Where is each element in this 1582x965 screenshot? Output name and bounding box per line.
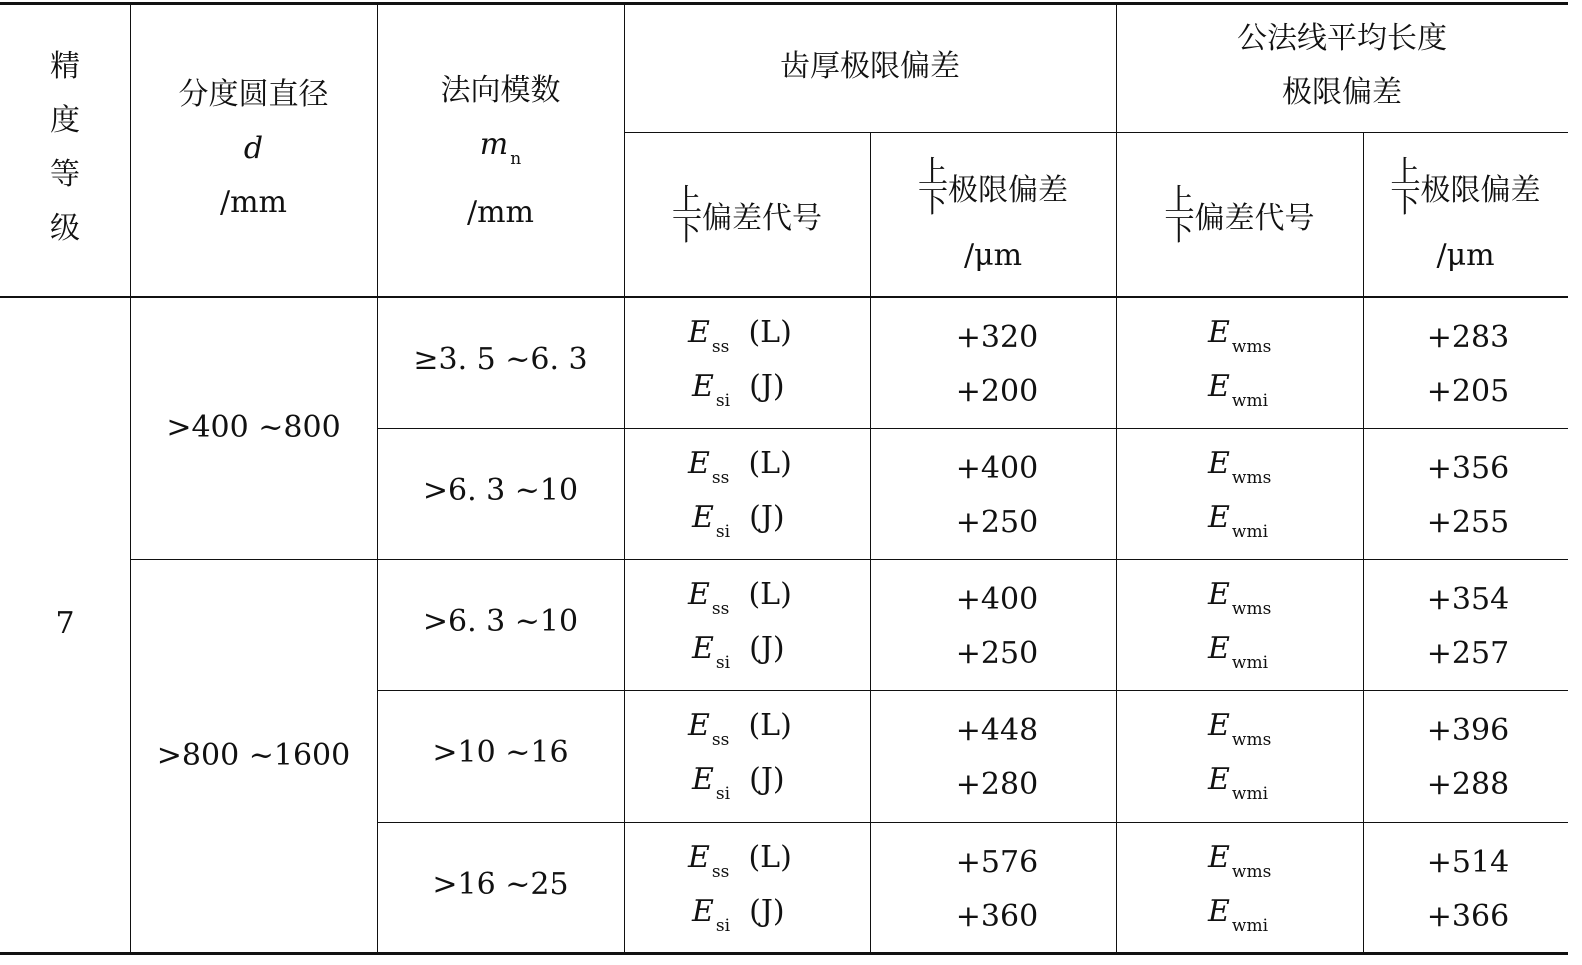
header-thickness-group: 齿厚极限偏差 [780,49,960,84]
col-rule [624,2,625,954]
module-range: ≥3. 5 ~6. 3 [413,342,588,377]
normal-lower-limit: +288 [1426,767,1510,802]
row-rule [377,428,1568,429]
thickness-upper-code: E $_{ss}$ (L) [688,708,792,750]
upper-lower-mark: 上 下 [1390,155,1421,220]
header-module: 法向模数 m $_n$ /mm [440,73,561,230]
normal-upper-limit: +354 [1426,582,1510,617]
thickness-lower-limit: +200 [955,374,1039,409]
module-range: >10 ~16 [432,735,569,770]
grade-value: 7 [55,606,75,641]
normal-upper-limit: +356 [1426,451,1510,486]
thickness-upper-limit: +400 [955,582,1039,617]
row-rule [377,690,1568,691]
header-normal-limit: 上 下 极限偏差 /μm [1390,155,1541,273]
thickness-upper-limit: +448 [955,713,1039,748]
normal-upper-limit: +396 [1426,713,1510,748]
diameter-range: >400 ~800 [166,410,341,445]
thickness-upper-limit: +400 [955,451,1039,486]
normal-lower-code: E $_{wmi}$ [1208,762,1269,804]
normal-upper-code: E $_{wms}$ [1208,446,1272,488]
module-range: >6. 3 ~10 [422,473,579,508]
header-mid-rule [624,132,1568,133]
header-normal-code: 上 下 偏差代号 [1164,183,1315,248]
thickness-lower-code: E $_{si}$ (J) [692,762,785,804]
header-thickness-limit: 上 下 极限偏差 /μm [918,155,1068,273]
normal-upper-code: E $_{wms}$ [1208,708,1272,750]
table-top-rule [0,2,1568,5]
normal-lower-code: E $_{wmi}$ [1208,631,1269,673]
normal-lower-code: E $_{wmi}$ [1208,500,1269,542]
normal-upper-code: E $_{wms}$ [1208,840,1272,882]
thickness-lower-limit: +250 [955,636,1039,671]
header-thickness-code: 上 下 偏差代号 [672,183,822,248]
normal-lower-limit: +205 [1426,374,1510,409]
thickness-upper-limit: +320 [955,320,1039,355]
normal-lower-limit: +257 [1426,636,1510,671]
header-normal-group: 公法线平均长度 极限偏差 [1237,21,1447,110]
normal-lower-limit: +366 [1426,899,1510,934]
normal-lower-code: E $_{wmi}$ [1208,894,1269,936]
thickness-lower-limit: +360 [955,899,1039,934]
thickness-lower-limit: +250 [955,505,1039,540]
module-range: >16 ~25 [432,867,569,902]
thickness-lower-code: E $_{si}$ (J) [692,500,785,542]
normal-lower-code: E $_{wmi}$ [1208,369,1269,411]
normal-upper-limit: +514 [1426,845,1510,880]
header-grade: 精 度 等 级 [50,49,80,246]
thickness-upper-limit: +576 [955,845,1039,880]
normal-upper-limit: +283 [1426,320,1510,355]
row-rule [377,822,1568,823]
normal-lower-limit: +255 [1426,505,1510,540]
normal-upper-code: E $_{wms}$ [1208,315,1272,357]
normal-upper-code: E $_{wms}$ [1208,577,1272,619]
diameter-range: >800 ~1600 [156,738,351,773]
thickness-upper-code: E $_{ss}$ (L) [688,577,792,619]
group-rule [130,559,1568,560]
thickness-upper-code: E $_{ss}$ (L) [688,446,792,488]
thickness-lower-code: E $_{si}$ (J) [692,631,785,673]
upper-lower-mark: 上 下 [1164,183,1195,248]
thickness-upper-code: E $_{ss}$ (L) [688,840,792,882]
upper-lower-mark: 上 下 [672,183,702,248]
thickness-lower-limit: +280 [955,767,1039,802]
thickness-lower-code: E $_{si}$ (J) [692,369,785,411]
header-diameter: 分度圆直径 d /mm [178,77,329,220]
thickness-upper-code: E $_{ss}$ (L) [688,315,792,357]
module-range: >6. 3 ~10 [422,604,579,639]
thickness-lower-code: E $_{si}$ (J) [692,894,785,936]
header-bottom-rule [0,296,1568,298]
upper-lower-mark: 上 下 [918,155,948,220]
